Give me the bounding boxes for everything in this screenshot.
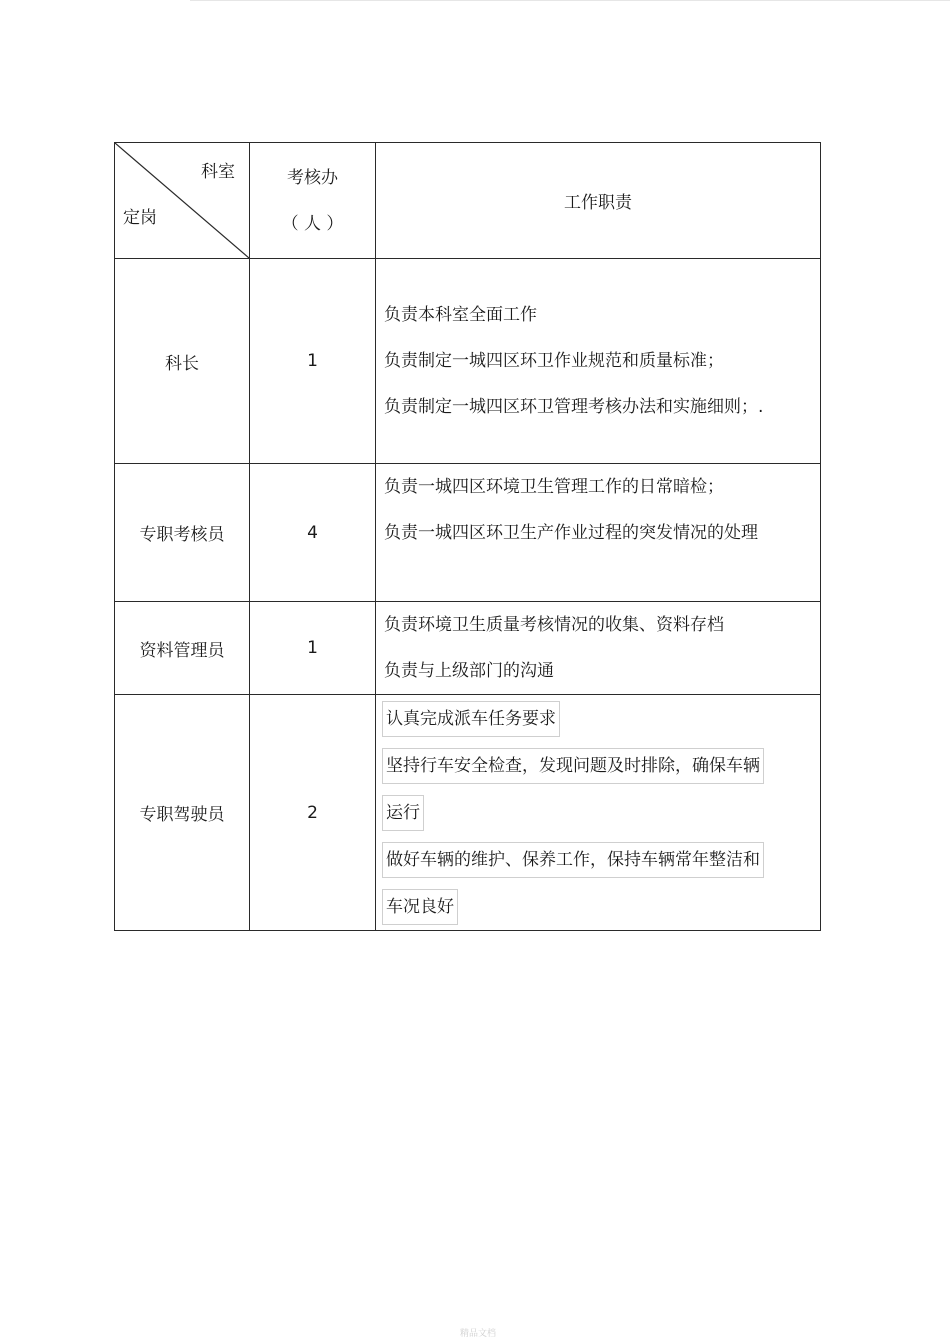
- role-cell: 专职考核员: [115, 464, 250, 602]
- page-top-rule: [190, 0, 950, 1]
- count-cell: 2: [250, 695, 376, 931]
- duty-item-boxed: 做好车辆的维护、保养工作，保持车辆常年整洁和: [382, 842, 764, 878]
- duty-item-boxed: 运行: [382, 795, 424, 831]
- role-cell: 专职驾驶员: [115, 695, 250, 931]
- diagonal-header-cell: [115, 143, 250, 259]
- role-cell: 科长: [115, 259, 250, 464]
- duty-item: 负责制定一城四区环卫管理考核办法和实施细则；.: [384, 397, 764, 417]
- duty-item: 负责制定一城四区环卫作业规范和质量标准；: [384, 351, 724, 371]
- duty-cell: [376, 259, 821, 464]
- dept-header-cell: [250, 143, 376, 259]
- diag-label-department: 科室: [201, 162, 235, 182]
- table-row: [115, 602, 821, 695]
- duty-cell: [376, 695, 821, 931]
- header-row: [115, 143, 821, 259]
- duty-item: 负责一城四区环卫生产作业过程的突发情况的处理: [384, 523, 758, 543]
- duty-header-cell: [376, 143, 821, 259]
- duty-table: [114, 142, 821, 931]
- duty-item: 负责本科室全面工作: [384, 305, 537, 325]
- duty-cell: [376, 602, 821, 695]
- count-cell: 1: [250, 259, 376, 464]
- duty-item-boxed: 车况良好: [382, 889, 458, 925]
- role-cell: 资料管理员: [115, 602, 250, 695]
- duty-item: 负责环境卫生质量考核情况的收集、资料存档: [384, 615, 724, 635]
- table-row: [115, 695, 821, 931]
- count-cell: 4: [250, 464, 376, 602]
- duty-item: 负责一城四区环境卫生管理工作的日常暗检；: [384, 477, 724, 497]
- duty-title: 工作职责: [564, 193, 632, 213]
- count-cell: 1: [250, 602, 376, 695]
- dept-name: 考核办: [287, 167, 338, 188]
- duty-item-boxed: 坚持行车安全检查，发现问题及时排除，确保车辆: [382, 748, 764, 784]
- footer-watermark: 精品文档: [460, 1329, 497, 1339]
- duty-item-boxed: 认真完成派车任务要求: [382, 701, 560, 737]
- table-row: [115, 464, 821, 602]
- duty-cell: [376, 464, 821, 602]
- duty-item: 负责与上级部门的沟通: [384, 661, 554, 681]
- dept-unit: （ 人 ）: [281, 213, 344, 234]
- diag-label-position: 定岗: [123, 208, 157, 228]
- table-row: [115, 259, 821, 464]
